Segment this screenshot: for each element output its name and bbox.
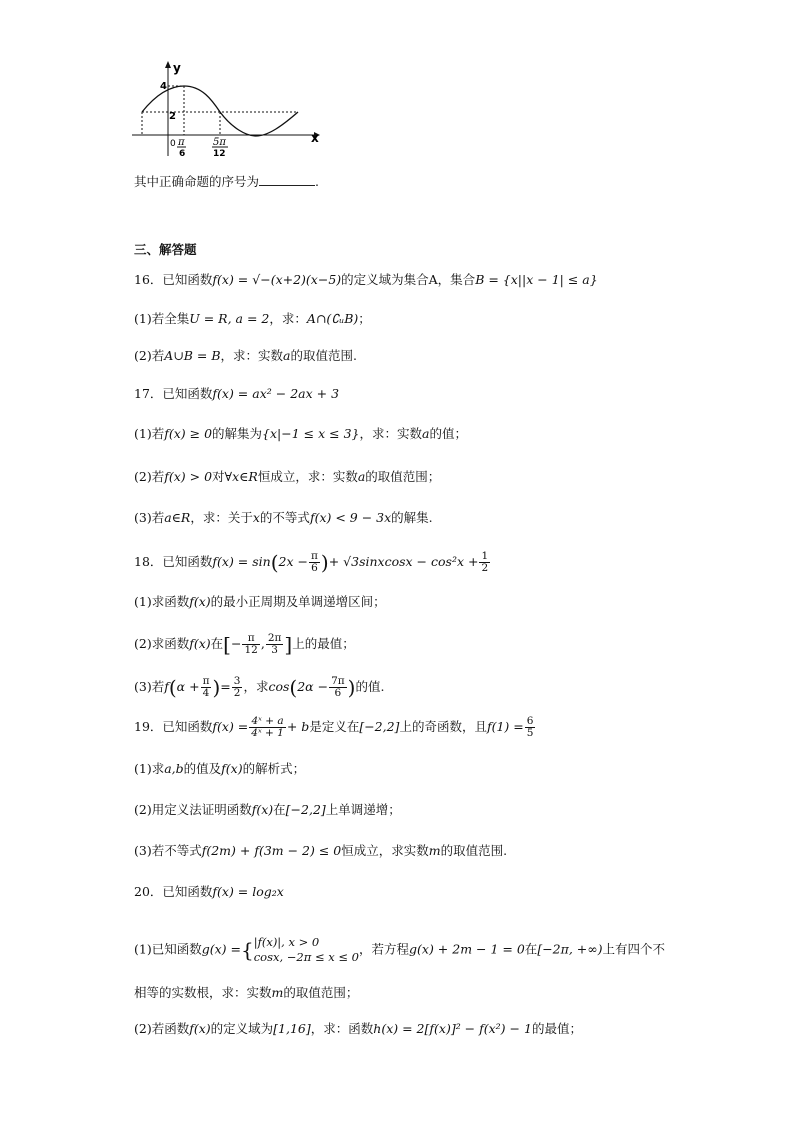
q17-part1: (1)若f(x) ≥ 0的解集为{x|−1 ≤ x ≤ 3}，求：实数a的值； xyxy=(134,426,467,441)
q18-part3: (3)若f(α + $\frac{\pi}{4}$ )= $\frac{3}{2}$ ，求cos(2α − $\frac{7\pi}{6}$ )的值. xyxy=(134,675,385,700)
x-tick-pi6-num: π xyxy=(178,137,185,148)
q17-stem: 17．已知函数f(x) = ax² − 2ax + 3 xyxy=(134,386,340,401)
y-axis-label: y xyxy=(173,61,181,75)
q19-stem: 19．已知函数f(x) = $\frac{\text{4ˣ + a}}{\text{4ˣ + 1}}$ + b是定义在[−2,2]上的奇函数，且f(1) = $\frac{6}{5}$ xyxy=(134,715,534,739)
q16-set-b: B = {x||x − 1| ≤ a} xyxy=(475,272,598,287)
q16-part1: (1)若全集U = R, a = 2，求：A∩(∁ᵤB)； xyxy=(134,311,371,326)
q18-part2: (2)求函数f(x)在[− $\frac{\pi}{12}$ , $\frac{2\pi}{3}$ ]上的最值； xyxy=(134,632,355,657)
x-tick-5pi12-den: 12 xyxy=(213,149,226,159)
q16-part2: (2)若A∪B = B，求：实数a的取值范围. xyxy=(134,348,357,363)
q17-part2: (2)若f(x) > 0对∀x∈R恒成立，求：实数a的取值范围； xyxy=(134,469,441,484)
q19-part2: (2)用定义法证明函数f(x)在[−2,2]上单调递增； xyxy=(134,802,401,817)
x-tick-pi6-den: 6 xyxy=(179,149,186,159)
q17-part3: (3)若a∈R，求：关于x的不等式f(x) < 9 − 3x的解集. xyxy=(134,510,433,525)
answer-blank xyxy=(259,173,315,186)
sinusoid-graph xyxy=(128,56,328,162)
section-title: 三、解答题 xyxy=(134,242,197,257)
y-axis-arrow xyxy=(165,61,171,68)
q19-part3: (3)若不等式f(2m) + f(3m − 2) ≤ 0恒成立，求实数m的取值范围. xyxy=(134,843,508,858)
q20-part1: (1)已知函数g(x) ={ |f(x)|, x > 0 cosx, −2π ≤ x ≤ 0 ，若方程g(x) + 2m − 1 = 0在[−2π, +∞)上有四个不 xyxy=(134,935,666,964)
tick-label-2: 2 xyxy=(169,111,176,122)
q15-text: 其中正确命题的序号为 xyxy=(134,174,260,189)
q18-stem: 18．已知函数f(x) = sin(2x − $\frac{\pi}{6}$ )+ √3sinxcosx − cos²x + $\frac{1}{2}$ xyxy=(134,550,489,575)
q20-part1-cont: 相等的实数根，求：实数m的取值范围； xyxy=(134,985,359,1000)
q20-part2: (2)若函数f(x)的定义域为[1,16]，求：函数h(x) = 2[f(x)]² − f(x²) − 1的最值； xyxy=(134,1021,582,1036)
q16-stem: 16．已知函数f(x) = √−(x+2)(x−5)的定义域为集合A，集合B = {x||x − 1| ≤ a} xyxy=(134,272,598,287)
q18-part1: (1)求函数f(x)的最小正周期及单调递增区间； xyxy=(134,594,386,609)
q16-function: f(x) = √−(x+2)(x−5) xyxy=(212,272,342,287)
fraction-pi-over-6: $\frac{\pi}{6}$ xyxy=(311,550,318,574)
fraction-one-half: $\frac{1}{2}$ xyxy=(481,550,489,574)
origin-label: 0 xyxy=(170,139,176,149)
tick-label-4: 4 xyxy=(160,81,167,92)
q20-stem: 20．已知函数f(x) = log₂x xyxy=(134,884,284,899)
x-axis-label: x xyxy=(311,131,319,145)
q15-tail: 其中正确命题的序号为 . xyxy=(134,174,319,189)
x-tick-5pi12-num: 5π xyxy=(213,137,226,148)
piecewise-cases: |f(x)|, x > 0 cosx, −2π ≤ x ≤ 0 xyxy=(253,935,359,964)
q19-part1: (1)求a,b的值及f(x)的解析式； xyxy=(134,761,306,776)
